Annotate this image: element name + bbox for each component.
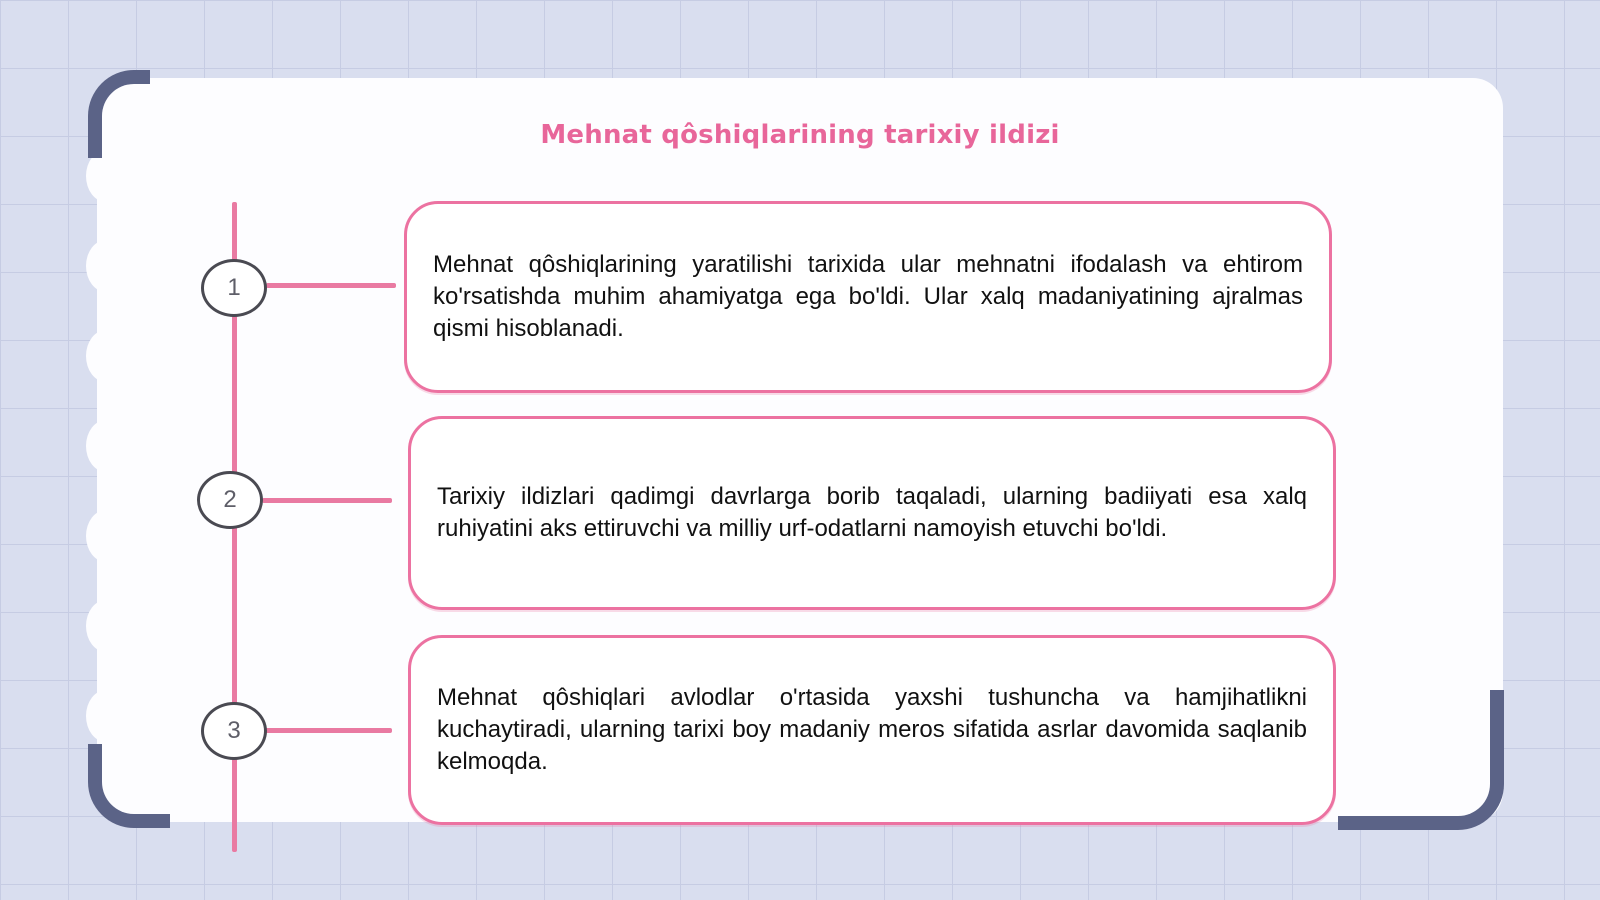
scallop-edge (86, 690, 126, 742)
timeline-connector (266, 283, 396, 288)
step-text: Mehnat qôshiqlarining yaratilishi tarixida ular mehnatni ifodalash va ehtirom ko'rsatishda muhim ahamiyatga ega bo'ldi. Ular xalq madaniyatining ajralmas qismi hisoblanadi. (433, 251, 1303, 342)
step-text: Mehnat qôshiqlari avlodlar o'rtasida yaxshi tushuncha va hamjihatlikni kuchaytiradi, ularning tarixi boy madaniy meros sifatida asrlar davomida saqlanib kelmoqda. (437, 684, 1307, 775)
step-box (404, 201, 1332, 393)
scallop-edge (86, 600, 126, 652)
step-box (408, 635, 1336, 825)
timeline-connector (262, 498, 392, 503)
step-number-badge: 1 (201, 259, 267, 317)
frame-corner-bottom-left (88, 744, 170, 828)
step-box (408, 416, 1336, 610)
step-number-badge: 2 (197, 471, 263, 529)
scallop-edge (86, 510, 126, 562)
scallop-edge (86, 420, 126, 472)
scallop-edge (86, 330, 126, 382)
frame-corner-bottom-right (1338, 690, 1504, 830)
step-text: Tarixiy ildizlari qadimgi davrlarga borib taqaladi, ularning badiiyati esa xalq ruhiyatini aks ettiruvchi va milliy urf-odatlarni namoyish etuvchi bo'ldi. (437, 483, 1307, 542)
step-number-badge: 3 (201, 702, 267, 760)
timeline-connector (264, 728, 392, 733)
scallop-edge (86, 240, 126, 292)
page-title: Mehnat qôshiqlarining tarixiy ildizi (540, 120, 1060, 150)
